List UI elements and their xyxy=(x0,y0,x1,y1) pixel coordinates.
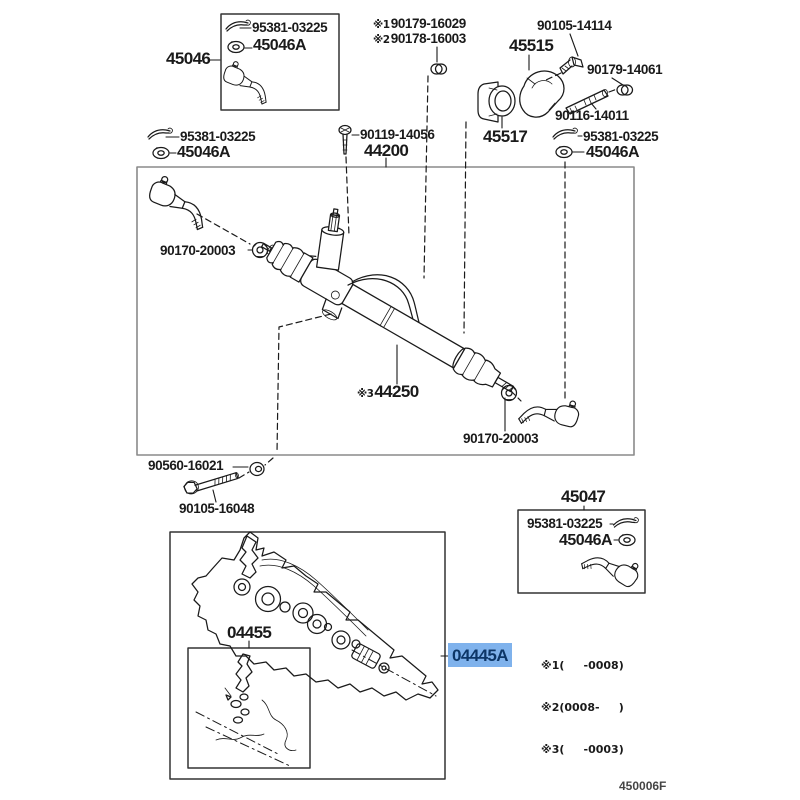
applicability-note-2: ※2(0008- ) xyxy=(541,701,624,714)
part-label-90119-14056: 90119-14056 xyxy=(360,127,435,142)
bolt-90119-icon xyxy=(339,126,351,155)
castle-nut-icon xyxy=(619,535,635,546)
part-label-95381-03225: 95381-03225 xyxy=(583,129,659,144)
part-label-04455: 04455 xyxy=(227,623,272,642)
part-label-90170-20003: 90170-20003 xyxy=(160,243,236,258)
rack-end-nut-icon xyxy=(502,386,517,401)
part-label-95381-03225: 95381-03225 xyxy=(180,129,256,144)
castle-nut-icon xyxy=(556,147,572,158)
part-label-90560-16021: 90560-16021 xyxy=(148,458,224,473)
part-label-45046A: 45046A xyxy=(559,532,613,549)
note-ref-3: ※3 xyxy=(357,388,374,400)
cotter-pin-icon xyxy=(613,516,638,529)
part-label-95381-03225: 95381-03225 xyxy=(527,516,603,531)
part-label-95381-03225: 95381-03225 xyxy=(252,20,328,35)
tie-rod-end-illustration xyxy=(144,173,215,231)
grommet-45517-illustration xyxy=(478,82,515,122)
part-label-45047: 45047 xyxy=(561,487,606,506)
applicability-note-1: ※1( -0008) xyxy=(541,659,624,672)
figure-code: 450006F xyxy=(619,779,667,793)
part-label-45046A: 45046A xyxy=(253,37,307,54)
inner-kit-art xyxy=(196,654,296,766)
tie-rod-end-illustration xyxy=(219,59,276,105)
part-label-90179-16029: ※1 90179-16029 xyxy=(373,16,466,31)
washer-90560-icon xyxy=(250,463,264,476)
part-label-45046A: 45046A xyxy=(586,144,640,161)
part-label-90170-20003: 90170-20003 xyxy=(463,431,539,446)
selected-part-label-04445A[interactable]: 04445A xyxy=(448,643,512,667)
nut-90179-icon xyxy=(617,85,633,95)
castle-nut-icon xyxy=(153,148,169,159)
boot-kit-box-frame xyxy=(170,532,445,779)
castle-nut-icon xyxy=(228,42,244,53)
inner-kit-box-frame xyxy=(188,648,310,768)
note-ref-1: ※1 xyxy=(373,19,390,31)
part-label-90179-14061: 90179-14061 xyxy=(587,62,663,77)
boot-kit-art xyxy=(192,532,438,700)
lock-nut-icon xyxy=(431,64,447,74)
part-label-45517: 45517 xyxy=(483,127,528,146)
part-label-45046: 45046 xyxy=(166,49,211,68)
part-label-90105-16048: 90105-16048 xyxy=(179,501,255,516)
bolt-90105-14114-icon xyxy=(560,57,583,74)
part-label-45515: 45515 xyxy=(509,36,554,55)
part-label-90116-14011: 90116-14011 xyxy=(555,108,629,123)
applicability-notes xyxy=(541,631,624,785)
part-label-45046A: 45046A xyxy=(177,144,231,161)
part-label-90178-16003: ※2 90178-16003 xyxy=(373,31,466,46)
applicability-note-3: ※3( -0003) xyxy=(541,743,624,756)
tie-rod-end-illustration xyxy=(518,389,582,436)
part-label-90105-14114: 90105-14114 xyxy=(537,18,612,33)
part-label-44250: ※3 44250 xyxy=(357,382,419,401)
cotter-pin-icon xyxy=(553,128,577,139)
part-label-44200: 44200 xyxy=(364,141,409,160)
cotter-pin-icon xyxy=(226,20,250,31)
note-ref-2: ※2 xyxy=(373,34,390,46)
steering-rack-illustration xyxy=(247,183,548,416)
